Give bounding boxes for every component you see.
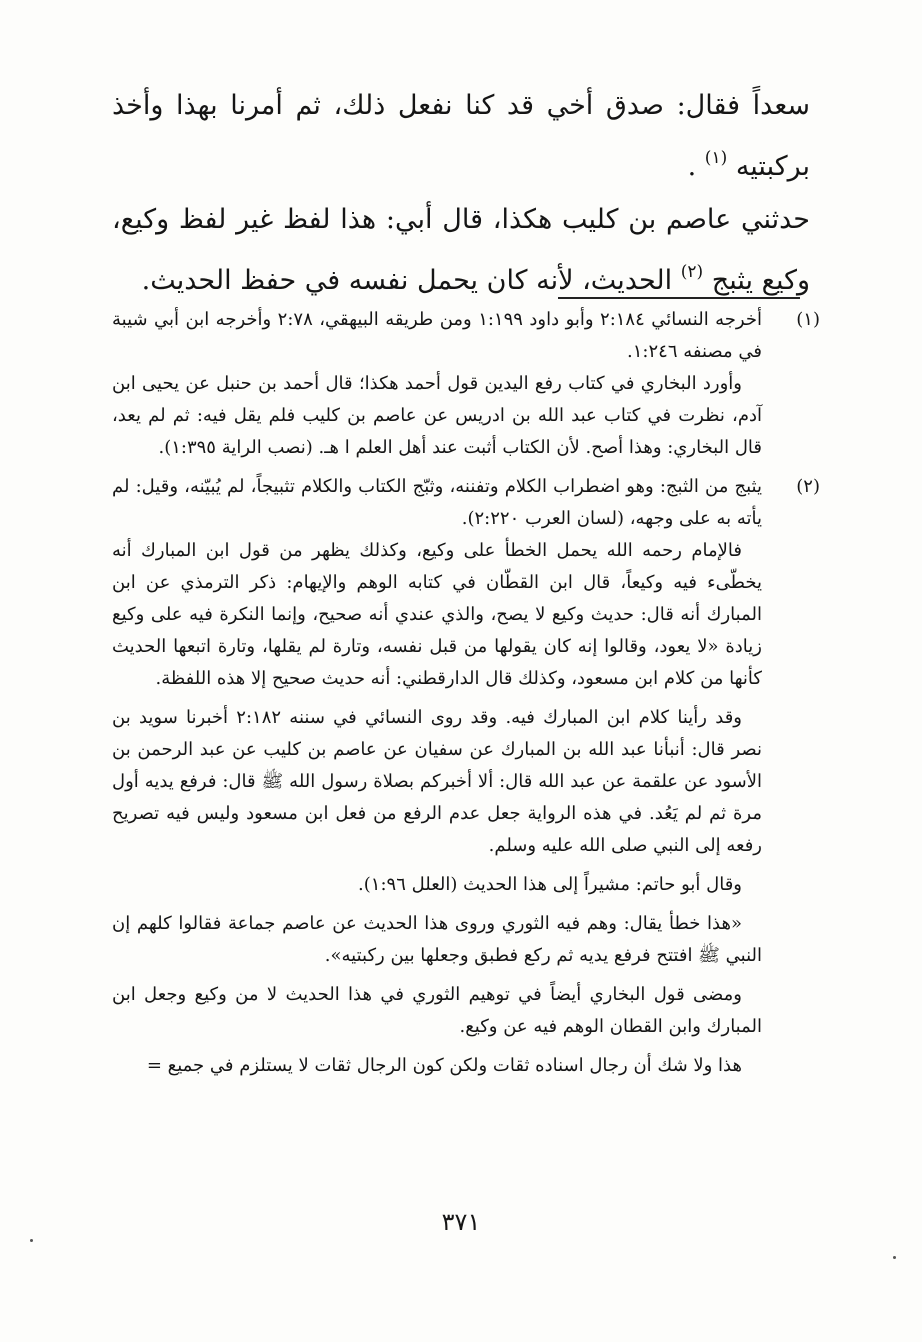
footnote-paragraph: ومضى قول البخاري أيضاً في توهيم الثوري في هذا الحديث لا من وكيع وجعل ابن المبارك وابن القطان الوهم فيه عن وكيع. (112, 984, 762, 1037)
main-text-1-end: . (687, 151, 697, 182)
footnotes (112, 304, 820, 1089)
footnote-separator (558, 297, 800, 299)
footnote-paragraph: وقال أبو حاتم: مشيراً إلى هذا الحديث (العلل ١:٩٦). (358, 874, 742, 895)
footnote-paragraph: «هذا خطأ يقال: وهم فيه الثوري وروى هذا الحديث عن عاصم جماعة فقالوا كلهم إن النبي ﷺ افتتح فرفع يديه ثم ركع فطبق وجعلها بين ركبتيه». (112, 913, 762, 966)
footnote-line: فالإمام رحمه الله يحمل الخطأ على وكيع، وكذلك يظهر من قول ابن المبارك أنه يخطّىء فيه وكيعاً، قال ابن القطّان في كتابه الوهم والإيهام: ذكر الترمذي عن ابن المبارك أنه قال: حديث وكيع لا يصح، والذي عندي أنه صحيح، وإنما النكرة فيه على وكيع زيادة «لا يعود، وقالوا إنه كان يقولها من قبل نفسه، وتارة لم يقلها، وتارة اتبعها الحديث كأنها من كلام ابن مسعود، وكذلك قال الدارقطني: أنه حديث صحيح إلا هذه اللفظة. (112, 540, 762, 689)
main-text-1: سعداً فقال: صدق أخي قد كنا نفعل ذلك، ثم أمرنا بهذا وأخذ بركبتيه (112, 90, 810, 182)
footnote-1 (112, 304, 820, 464)
page-number: ٣٧١ (441, 1208, 481, 1236)
main-text-2-start: حدثني عاصم بن كليب هكذا، قال أبي: هذا لفظ غير لفظ وكيع، وكيع يثبج (112, 204, 810, 296)
footnote-line: أخرجه النسائي ٢:١٨٤ وأبو داود ١:١٩٩ ومن طريقه البيهقي، ٢:٧٨ وأخرجه ابن أبي شيبة في مصنفه ١:٢٤٦. (112, 309, 762, 362)
footnote-line: يثبج من الثبج: وهو اضطراب الكلام وتفننه، وثبّج الكتاب والكلام تثبيجاً، لم يُبيّنه، وقيل: لم يأته به على وجهه، (لسان العرب ٢:٢٢٠). (112, 476, 762, 529)
footnote-ref-1: (١) (704, 148, 728, 168)
footnote-line: وأورد البخاري في كتاب رفع اليدين قول أحمد هكذا؛ قال أحمد بن حنبل عن يحيى ابن آدم، نظرت في كتاب عبد الله بن ادريس عن عاصم بن كليب فلم يقل فيه: ثم لم يعد، قال البخاري: وهذا أصح. لأن الكتاب أثبت عند أهل العلم ا هـ. (نصب الراية ١:٣٩٥). (112, 373, 762, 458)
main-paragraph-2 (112, 194, 810, 307)
footnote-number: (١) (796, 309, 820, 330)
scan-speck (893, 1256, 896, 1259)
footnote-number: (٢) (796, 476, 820, 497)
footnote-2 (112, 471, 820, 695)
footnote-paragraph: وقد رأينا كلام ابن المبارك فيه. وقد روى النسائي في سننه ٢:١٨٢ أخبرنا سويد بن نصر قال: أنبأنا عبد الله بن المبارك عن سفيان عن عاصم بن كليب عن عبد الرحمن بن الأسود عن علقمة عن عبد الله قال: ألا أخبركم بصلاة رسول الله ﷺ قال: فرفع يديه أول مرة ثم لم يَعُد. في هذه الرواية جعل عدم الرفع من فعل ابن مسعود وليس فيه تصريح رفعه إلى النبي صلى الله عليه وسلم. (112, 707, 762, 856)
main-text-2-end: الحديث، لأنه كان يحمل نفسه في حفظ الحديث. (141, 265, 673, 296)
footnote-paragraph: هذا ولا شك أن رجال اسناده ثقات ولكن كون الرجال ثقات لا يستلزم في جميع = (146, 1055, 742, 1076)
main-paragraph-1 (112, 80, 810, 193)
footnote-ref-2: (٢) (680, 262, 704, 282)
scan-speck (30, 1239, 33, 1242)
